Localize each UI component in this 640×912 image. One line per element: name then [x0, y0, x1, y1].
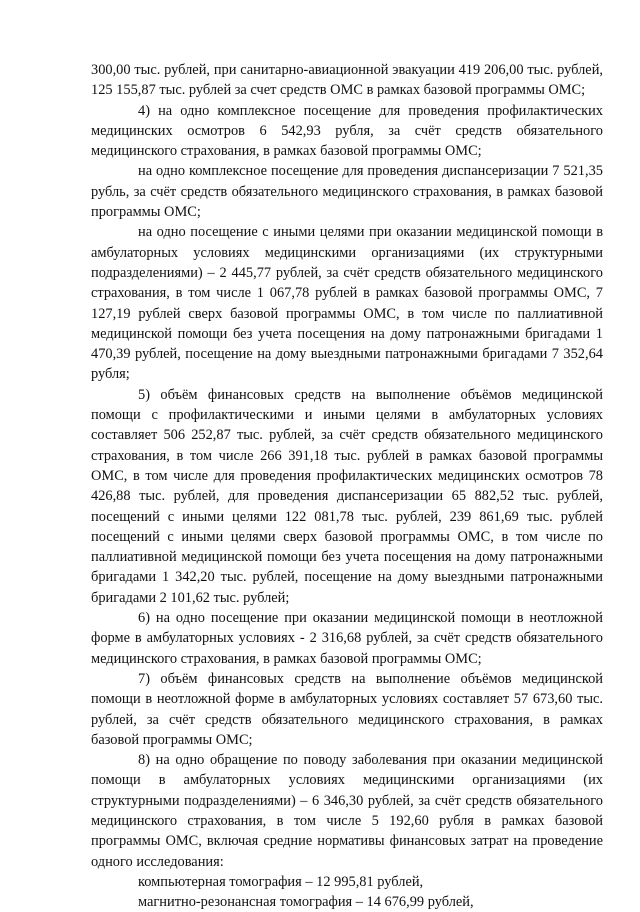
- paragraph-item-4: 4) на одно комплексное посещение для проведения профилактических медицинских осмотров 6 542,93 рубля, за счёт средств обязательного медицинского страхования, в рамках базовой программы ОМС;: [91, 102, 603, 160]
- document-body: [91, 60, 603, 912]
- paragraph-item-5: 5) объём финансовых средств на выполнение объёмов медицинской помощи с профилактическими и иными целями в амбулаторных условиях составляет 506 252,87 тыс. рублей, за счёт средств обязательного медицинского страхования, в том числе 266 391,18 тыс. рублей в рамках базовой программы ОМС, в том числе для проведения профилактических медицинских осмотров 78 426,88 тыс. рублей, для проведения диспансеризации 65 882,52 тыс. рублей, посещений с иными целями 122 081,78 тыс. рублей, 239 861,69 тыс. рублей посещений с иными целями сверх базовой программы ОМС, в том числе по паллиативной медицинской помощи без учета посещения на дому патронажными бригадами 1 342,20 тыс. рублей, посещение на дому выездными патронажными бригадами 2 101,62 тыс. рублей;: [91, 386, 603, 606]
- list-item-ct: компьютерная томография – 12 995,81 рублей,: [138, 873, 424, 890]
- list-item-mri: магнитно-резонансная томография – 14 676,99 рублей,: [138, 894, 474, 911]
- paragraph-other-visits: на одно посещение с иными целями при оказании медицинской помощи в амбулаторных условиях медицинскими организациями (их структурными подразделениями) – 2 445,77 рублей, за счёт средств обязательного медицинского страхования, в том числе 1 067,78 рублей в рамках базовой программы ОМС, 7 127,19 рублей сверх базовой программы ОМС, в том числе по паллиативной медицинской помощи без учета посещения на дому патронажными бригадами 1 470,39 рублей, посещение на дому выездными патронажными бригадами 7 352,64 рубля;: [91, 224, 603, 383]
- paragraph-item-7: 7) объём финансовых средств на выполнение объёмов медицинской помощи в неотложной форме в амбулаторных условиях составляет 57 673,60 тыс. рублей, за счёт средств обязательного медицинского страхования, в рамках базовой программы ОМС;: [91, 670, 603, 748]
- paragraph-item-8: 8) на одно обращение по поводу заболевания при оказании медицинской помощи в амбулаторных условиях медицинскими организациями (их структурными подразделениями) – 6 346,30 рублей, за счёт средств обязательного медицинского страхования, в том числе 5 192,60 рубля в рамках базовой программы ОМС, включая средние нормативы финансовых затрат на проведение одного исследования:: [91, 752, 603, 870]
- paragraph-item-6: 6) на одно посещение при оказании медицинской помощи в неотложной форме в амбулаторных условиях - 2 316,68 рублей, за счёт средств обязательного медицинского страхования, в рамках базовой программы ОМС;: [91, 610, 603, 667]
- paragraph-continuation: 300,00 тыс. рублей, при санитарно-авиационной эвакуации 419 206,00 тыс. рублей, 125 155,87 тыс. рублей за счет средств ОМС в рамках базовой программы ОМС;: [91, 62, 603, 99]
- paragraph-dispanserization: на одно комплексное посещение для проведения диспансеризации 7 521,35 рубль, за счёт средств обязательного медицинского страхования, в рамках базовой программы ОМС;: [91, 163, 603, 221]
